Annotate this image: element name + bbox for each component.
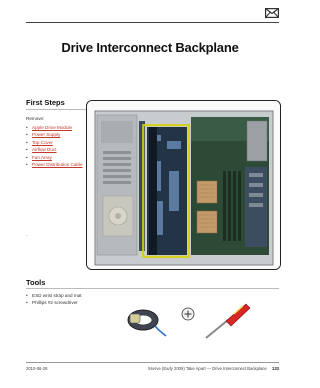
link-power-distribution-cable[interactable]: Power Distribution Cable (32, 162, 83, 168)
link-power-supply[interactable]: Power Supply (32, 132, 61, 138)
envelope-icon[interactable] (265, 8, 279, 18)
link-top-cover[interactable]: Top Cover (32, 139, 53, 145)
list-item (26, 139, 86, 146)
list-item (26, 154, 86, 161)
remove-list (26, 124, 86, 168)
list-item (26, 161, 86, 168)
server-internals-illustration (87, 101, 280, 269)
link-airflow-duct[interactable]: Airflow Duct (32, 147, 57, 153)
footer-date: 2010-06-28 (26, 366, 48, 371)
trailing-mark: - (26, 233, 28, 238)
page-title: Drive Interconnect Backplane (61, 40, 239, 55)
footer-doc-info (148, 366, 279, 371)
footer-doc-title: Xserve (Early 2009) Take Apart — Drive Interconnect Backplane (147, 366, 267, 371)
tools-list (26, 292, 86, 307)
server-photo (86, 100, 281, 270)
list-item: • Phillips #2 screwdriver (26, 299, 86, 306)
first-steps-heading: First Steps (26, 98, 65, 107)
page-number: 133 (272, 366, 279, 371)
list-item (26, 146, 86, 153)
list-item: • ESD wrist strap and mat (26, 292, 86, 299)
tools-rule (26, 288, 279, 289)
list-item (26, 131, 86, 138)
tools-heading: Tools (26, 278, 46, 287)
phillips-screwdriver-icon (176, 298, 256, 342)
remove-label: Remove: (26, 116, 45, 121)
top-rule (26, 22, 279, 23)
footer-rule (26, 362, 279, 363)
link-apple-drive-module[interactable]: Apple Drive Module (32, 125, 73, 130)
link-fan-array[interactable]: Fan Array (32, 154, 52, 160)
esd-wrist-strap-icon (118, 300, 168, 338)
list-item (26, 124, 86, 131)
